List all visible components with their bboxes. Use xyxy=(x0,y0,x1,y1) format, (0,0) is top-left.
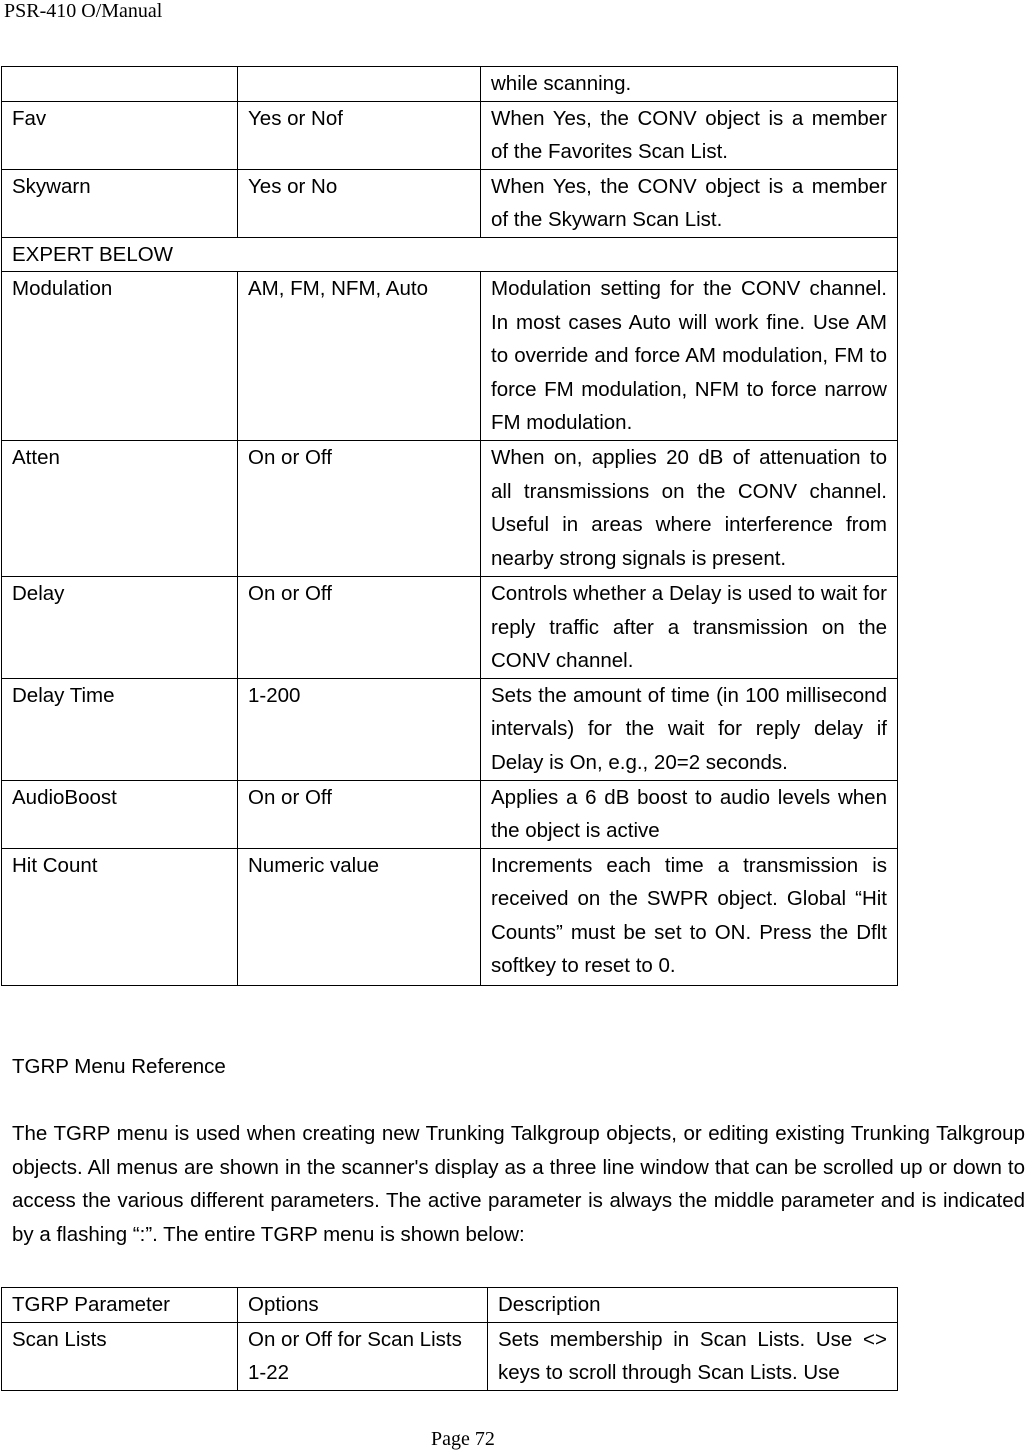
options-cell: Yes or Nof xyxy=(238,101,481,169)
description-cell: When on, applies 20 dB of attenuation to all transmissions on the CONV channel. Useful in areas where interference from nearby strong signals is present. xyxy=(481,441,898,577)
options-cell xyxy=(238,67,481,102)
param-cell: Fav xyxy=(2,101,238,169)
page-number: Page 72 xyxy=(431,1428,495,1450)
conv-parameter-table xyxy=(1,66,898,986)
page-header: PSR-410 O/Manual xyxy=(4,0,163,22)
description-cell: Sets the amount of time (in 100 millisecond intervals) for the wait for reply delay if Delay is On, e.g., 20=2 seconds. xyxy=(481,678,898,780)
table-row xyxy=(2,67,898,102)
param-cell: Skywarn xyxy=(2,169,238,237)
options-cell: Numeric value xyxy=(238,848,481,985)
intro-paragraph: The TGRP menu is used when creating new Trunking Talkgroup objects, or editing existing Trunking Talkgroup objects. All menus are shown in the scanner's display as a three line window that can be scrolled up or down to access the various different parameters. The active parameter is always the middle parameter and is indicated by a flashing “:”. The entire TGRP menu is shown below: xyxy=(12,1122,1025,1246)
tgrp-parameter-table xyxy=(1,1287,898,1391)
description-cell: Modulation setting for the CONV channel. In most cases Auto will work fine. Use AM to override and force AM modulation, FM to force FM modulation, NFM to force narrow FM modulation. xyxy=(481,272,898,441)
options-cell: 1-200 xyxy=(238,678,481,780)
param-cell: Hit Count xyxy=(2,848,238,985)
options-cell: On or Off for Scan Lists 1-22 xyxy=(238,1322,488,1390)
table-row xyxy=(2,577,898,679)
table-header-row xyxy=(2,1288,898,1323)
options-cell: On or Off xyxy=(238,780,481,848)
description-cell: When Yes, the CONV object is a member of the Favorites Scan List. xyxy=(481,101,898,169)
section-heading: TGRP Menu Reference xyxy=(12,1055,226,1078)
table-row xyxy=(2,441,898,577)
options-cell: On or Off xyxy=(238,441,481,577)
section-label: EXPERT BELOW xyxy=(2,237,898,272)
column-header: Description xyxy=(488,1288,898,1323)
description-cell: Applies a 6 dB boost to audio levels when the object is active xyxy=(481,780,898,848)
param-cell xyxy=(2,67,238,102)
table-row xyxy=(2,678,898,780)
table-row xyxy=(2,1322,898,1390)
column-header: Options xyxy=(238,1288,488,1323)
param-cell: Delay Time xyxy=(2,678,238,780)
options-cell: Yes or No xyxy=(238,169,481,237)
description-cell: while scanning. xyxy=(481,67,898,102)
table-row xyxy=(2,101,898,169)
table-row xyxy=(2,169,898,237)
param-cell: Delay xyxy=(2,577,238,679)
param-cell: Atten xyxy=(2,441,238,577)
param-cell: Scan Lists xyxy=(2,1322,238,1390)
section-row xyxy=(2,237,898,272)
description-cell: Increments each time a transmission is received on the SWPR object. Global “Hit Counts” must be set to ON. Press the Dflt softkey to reset to 0. xyxy=(481,848,898,985)
param-cell: AudioBoost xyxy=(2,780,238,848)
description-cell: When Yes, the CONV object is a member of the Skywarn Scan List. xyxy=(481,169,898,237)
column-header: TGRP Parameter xyxy=(2,1288,238,1323)
description-cell: Controls whether a Delay is used to wait for reply traffic after a transmission on the CONV channel. xyxy=(481,577,898,679)
options-cell: On or Off xyxy=(238,577,481,679)
options-cell: AM, FM, NFM, Auto xyxy=(238,272,481,441)
table-row xyxy=(2,780,898,848)
table-row xyxy=(2,848,898,985)
description-cell: Sets membership in Scan Lists. Use <> keys to scroll through Scan Lists. Use xyxy=(488,1322,898,1390)
param-cell: Modulation xyxy=(2,272,238,441)
table-row xyxy=(2,272,898,441)
